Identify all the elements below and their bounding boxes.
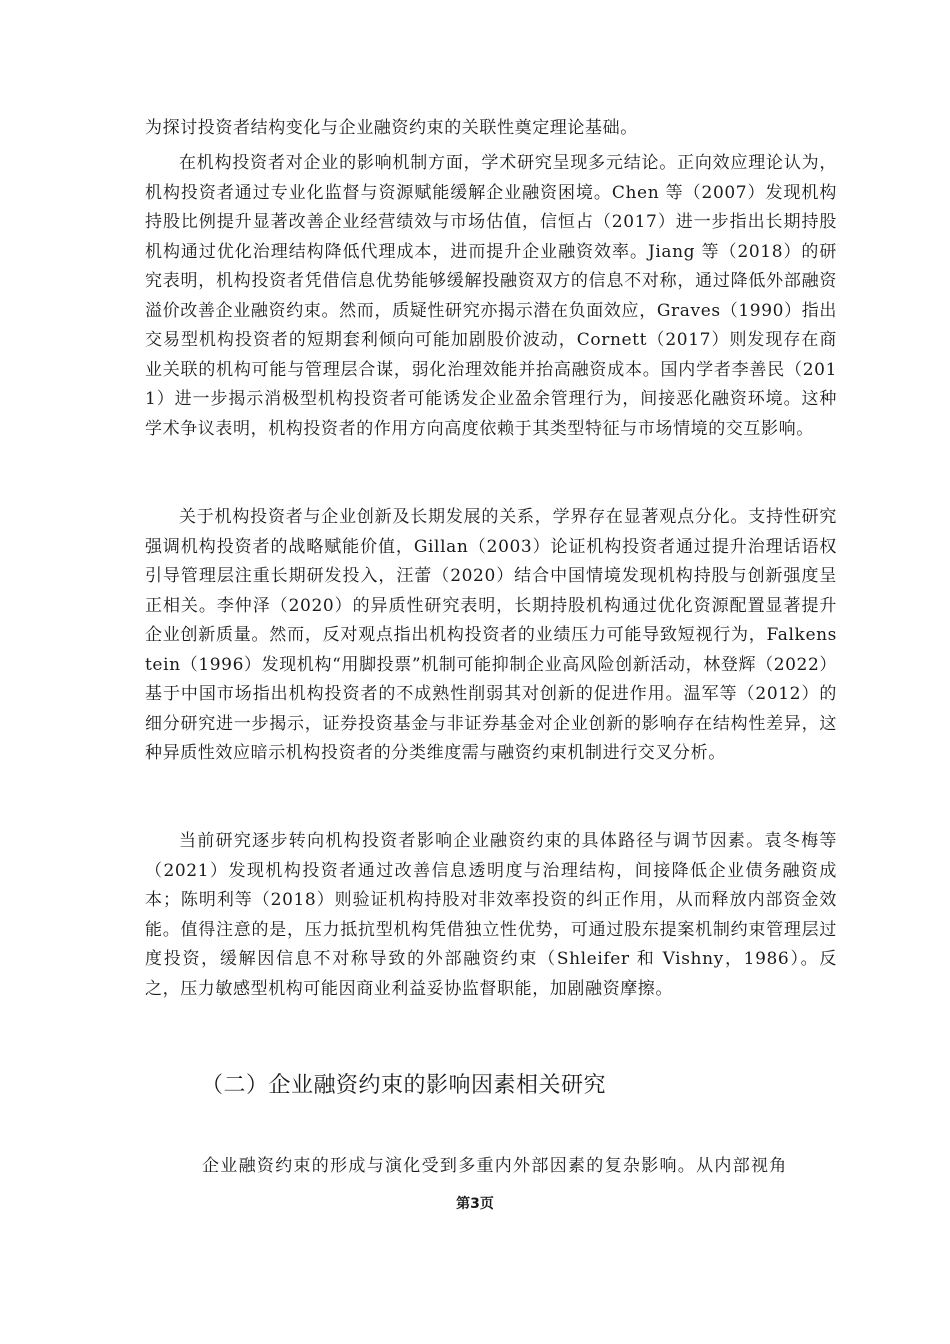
paragraph-financing-path: 当前研究逐步转向机构投资者影响企业融资约束的具体路径与调节因素。袁冬梅等（2021）发现机构投资者通过改善信息透明度与治理结构，间接降低企业债务融资成本；陈明利等（2018）则验证机构持股对非效率投资的纠正作用，从而释放内部资金效能。值得注意的是，压力抵抗型机构凭借独立性优势，可通过股东提案机制约束管理层过度投资，缓解因信息不对称导致的外部融资约束（Shleifer 和 Vishny，1986）。反之，压力敏感型机构可能因商业利益妥协监督职能，加剧融资摩擦。 <box>145 831 837 999</box>
paragraph-continuation: 为探讨投资者结构变化与企业融资约束的关联性奠定理论基础。 <box>145 118 638 138</box>
page-number: 第3页 <box>456 1196 494 1212</box>
paragraph-factors-intro: 企业融资约束的形成与演化受到多重内外部因素的复杂影响。从内部视角 <box>202 1156 788 1176</box>
paragraph-innovation: 关于机构投资者与企业创新及长期发展的关系，学界存在显著观点分化。支持性研究强调机构投资者的战略赋能价值，Gillan（2003）论证机构投资者通过提升治理话语权引导管理层注重长期研发投入，汪蕾（2020）结合中国情境发现机构持股与创新强度呈正相关。李仲泽（2020）的异质性研究表明，长期持股机构通过优化资源配置显著提升企业创新质量。然而，反对观点指出机构投资者的业绩压力可能导致短视行为，Falkenstein（1996）发现机构“用脚投票”机制可能抑制企业高风险创新活动，林登辉（2022）基于中国市场指出机构投资者的不成熟性削弱其对创新的促进作用。温军等（2012）的细分研究进一步揭示，证券投资基金与非证券基金对企业创新的影响存在结构性差异，这种异质性效应暗示机构投资者的分类维度需与融资约束机制进行交叉分析。 <box>145 507 837 763</box>
paragraph-influence-mechanism: 在机构投资者对企业的影响机制方面，学术研究呈现多元结论。正向效应理论认为，机构投资者通过专业化监督与资源赋能缓解企业融资困境。Chen 等（2007）发现机构持股比例提升显著改善企业经营绩效与市场估值，信恒占（2017）进一步指出长期持股机构通过优化治理结构降低代理成本，进而提升企业融资效率。Jiang 等（2018）的研究表明，机构投资者凭借信息优势能够缓解投融资双方的信息不对称，通过降低外部融资溢价改善企业融资约束。然而，质疑性研究亦揭示潜在负面效应，Graves（1990）指出交易型机构投资者的短期套利倾向可能加剧股价波动，Cornett（2017）则发现存在商业关联的机构可能与管理层合谋，弱化治理效能并抬高融资成本。国内学者李善民（2011）进一步揭示消极型机构投资者可能诱发企业盈余管理行为，间接恶化融资环境。这种学术争议表明，机构投资者的作用方向高度依赖于其类型特征与市场情境的交互影响。 <box>145 153 837 439</box>
section-heading: （二）企业融资约束的影响因素相关研究 <box>201 1073 607 1098</box>
